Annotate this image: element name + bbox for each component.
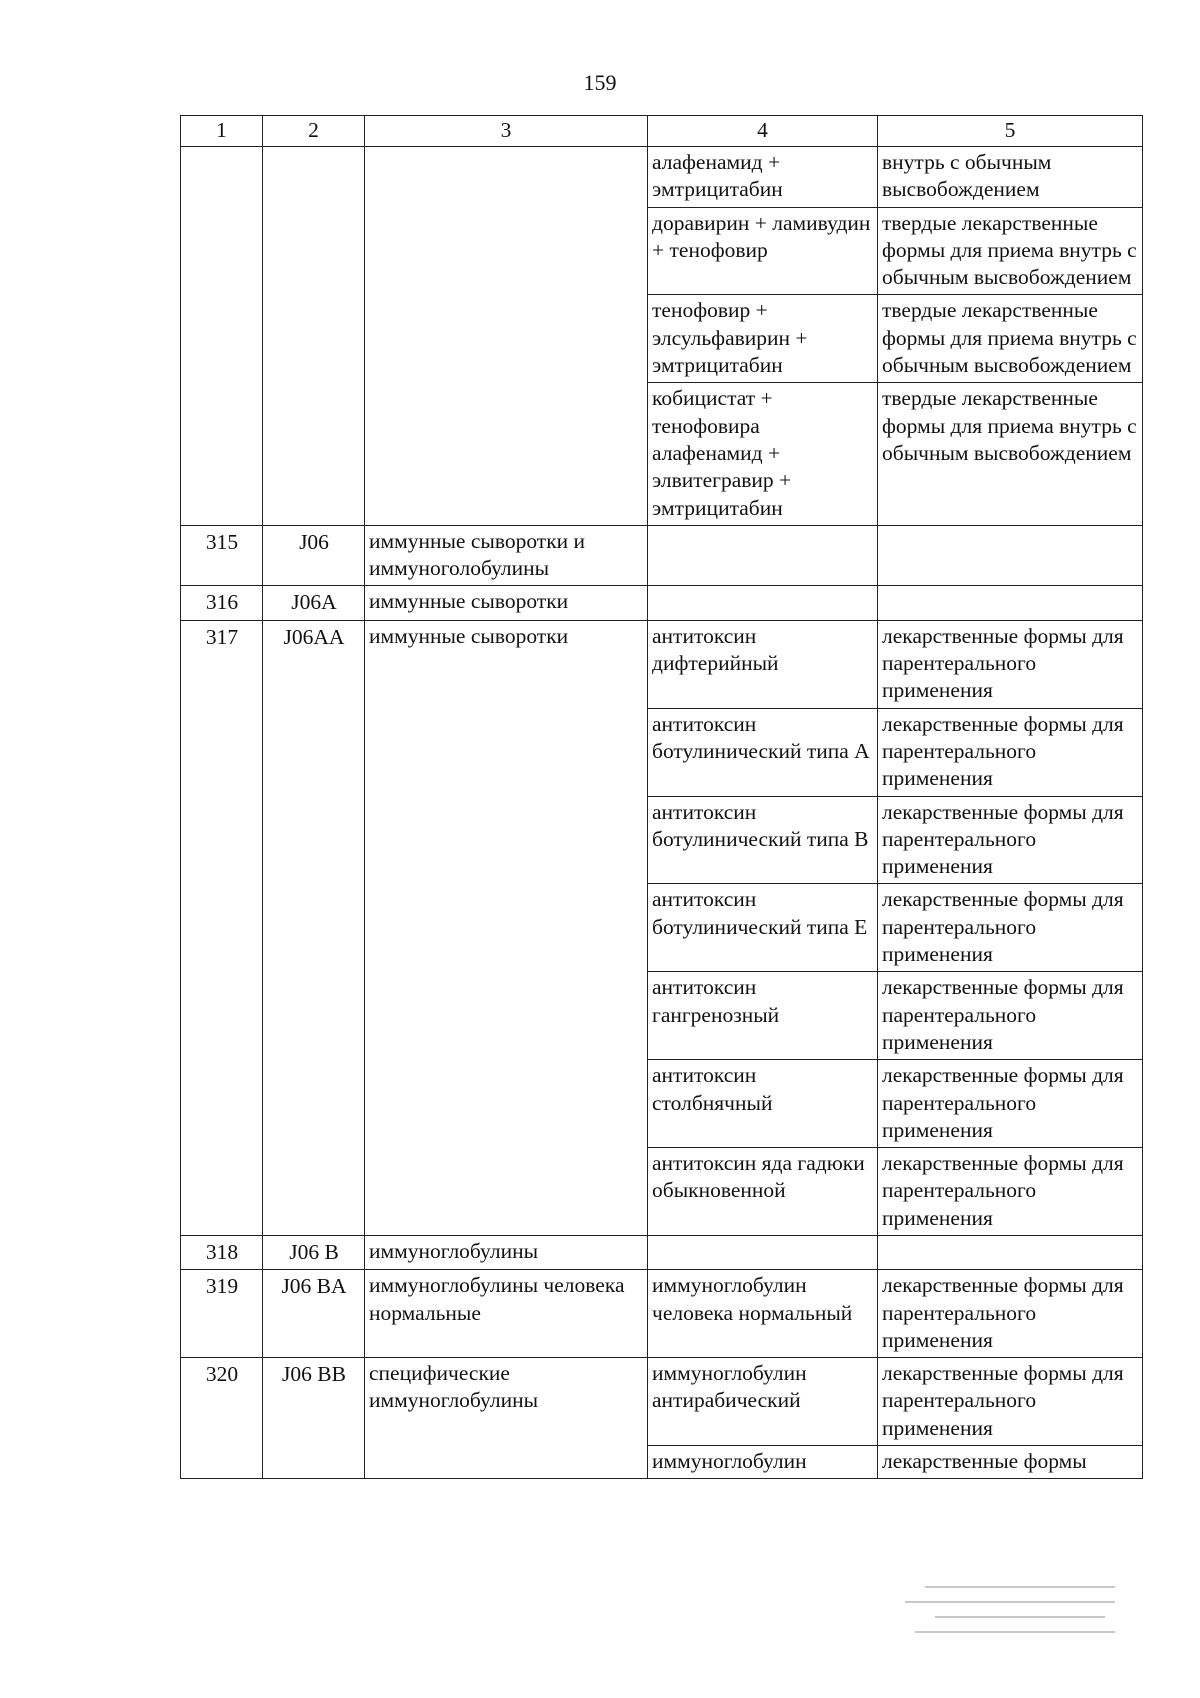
table-row — [181, 1235, 1143, 1269]
table-row — [181, 147, 1143, 208]
header-col-4: 4 — [648, 116, 878, 147]
cell-drug — [648, 586, 878, 620]
cell-drug: антитоксин дифтерийный — [648, 620, 878, 708]
cell-form — [878, 525, 1143, 586]
cell-drug: антитоксин ботулинический типа Е — [648, 884, 878, 972]
cell-number: 316 — [181, 586, 263, 620]
cell-code: J06 BA — [263, 1270, 365, 1358]
cell-number: 320 — [181, 1358, 263, 1479]
cell-number: 315 — [181, 525, 263, 586]
header-col-2: 2 — [263, 116, 365, 147]
cell-drug: иммуноглобулин — [648, 1446, 878, 1479]
cell-number: 317 — [181, 620, 263, 1235]
cell-drug: антитоксин гангренозный — [648, 972, 878, 1060]
cell-drug: антитоксин ботулинический типа В — [648, 796, 878, 884]
cell-code: J06 — [263, 525, 365, 586]
header-col-1: 1 — [181, 116, 263, 147]
cell-number: 318 — [181, 1235, 263, 1269]
cell-code — [263, 147, 365, 526]
cell-code: J06A — [263, 586, 365, 620]
cell-drug: доравирин + ламивудин + тенофовир — [648, 207, 878, 295]
page-number: 159 — [583, 70, 617, 95]
cell-form: лекарственные формы для парентерального применения — [878, 972, 1143, 1060]
cell-form: твердые лекарственные формы для приема внутрь с обычным высвобождением — [878, 383, 1143, 525]
cell-drug: антитоксин ботулинический типа А — [648, 708, 878, 796]
table-row — [181, 1270, 1143, 1358]
cell-drug: иммуноглобулин антирабический — [648, 1358, 878, 1446]
cell-drug: антитоксин столбнячный — [648, 1060, 878, 1148]
cell-form — [878, 586, 1143, 620]
table-row — [181, 620, 1143, 708]
table-row — [181, 1358, 1143, 1446]
cell-drug: алафенамид + эмтрицитабин — [648, 147, 878, 208]
cell-form: твердые лекарственные формы для приема внутрь с обычным высвобождением — [878, 207, 1143, 295]
header-col-5: 5 — [878, 116, 1143, 147]
cell-drug: иммуноглобулин человека нормальный — [648, 1270, 878, 1358]
cell-form: внутрь с обычным высвобождением — [878, 147, 1143, 208]
cell-form: лекарственные формы для парентерального применения — [878, 708, 1143, 796]
cell-group-name: иммунные сыворотки и иммуноголобулины — [365, 525, 648, 586]
cell-group-name: специфические иммуноглобулины — [365, 1358, 648, 1479]
cell-group-name: иммуноглобулины — [365, 1235, 648, 1269]
medicines-table — [180, 115, 1143, 1479]
cell-form: лекарственные формы для парентерального применения — [878, 1148, 1143, 1236]
table-row — [181, 586, 1143, 620]
header-row — [181, 116, 1143, 147]
cell-form: лекарственные формы для парентерального применения — [878, 796, 1143, 884]
cell-drug — [648, 525, 878, 586]
cell-code: J06AA — [263, 620, 365, 1235]
cell-group-name: иммунные сыворотки — [365, 586, 648, 620]
cell-form: лекарственные формы для парентерального применения — [878, 1270, 1143, 1358]
cell-form: лекарственные формы для парентерального применения — [878, 1358, 1143, 1446]
cell-form — [878, 1235, 1143, 1269]
cell-code: J06 B — [263, 1235, 365, 1269]
cell-group-name: иммунные сыворотки — [365, 620, 648, 1235]
cell-drug: антитоксин яда гадюки обыкновенной — [648, 1148, 878, 1236]
cell-group-name — [365, 147, 648, 526]
cell-group-name: иммуноглобулины человека нормальные — [365, 1270, 648, 1358]
table-row — [181, 525, 1143, 586]
cell-form: твердые лекарственные формы для приема внутрь с обычным высвобождением — [878, 295, 1143, 383]
cell-code: J06 BB — [263, 1358, 365, 1479]
cell-form: лекарственные формы для парентерального применения — [878, 1060, 1143, 1148]
cell-number: 319 — [181, 1270, 263, 1358]
cell-drug: кобицистат + тенофовира алафенамид + элвитегравир + эмтрицитабин — [648, 383, 878, 525]
faint-stamp-mark — [905, 1586, 1135, 1676]
header-col-3: 3 — [365, 116, 648, 147]
cell-drug: тенофовир + элсульфавирин + эмтрицитабин — [648, 295, 878, 383]
cell-drug — [648, 1235, 878, 1269]
cell-form: лекарственные формы — [878, 1446, 1143, 1479]
cell-form: лекарственные формы для парентерального применения — [878, 620, 1143, 708]
cell-form: лекарственные формы для парентерального применения — [878, 884, 1143, 972]
cell-number — [181, 147, 263, 526]
